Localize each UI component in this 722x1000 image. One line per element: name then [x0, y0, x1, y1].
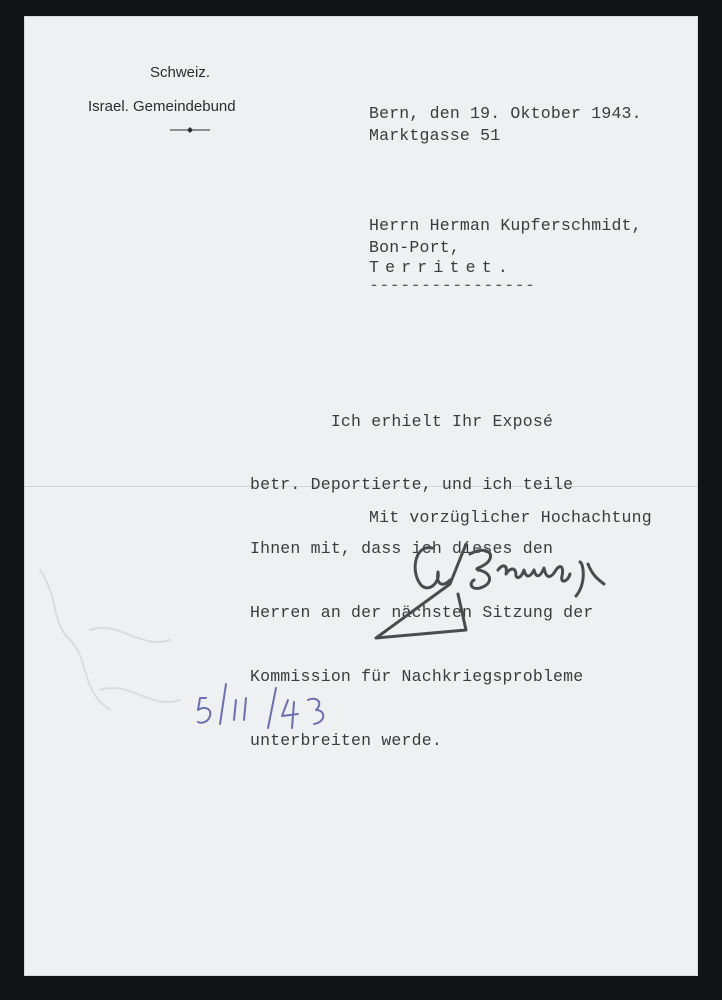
letterhead-ornament	[170, 126, 210, 134]
letterhead-country: Schweiz.	[150, 64, 211, 81]
sender-street: Marktgasse 51	[369, 126, 501, 145]
body-line: Ich erhielt Ihr Exposé	[250, 411, 554, 431]
body-line: Kommission für Nachkriegsprobleme	[250, 667, 584, 687]
body-line: unterbreiten werde.	[250, 731, 442, 751]
faint-ink-bleed	[30, 560, 200, 750]
recipient-street: Bon-Port,	[369, 238, 460, 257]
closing-phrase: Mit vorzüglicher Hochachtung	[369, 508, 652, 527]
handwritten-date-annotation	[192, 678, 342, 738]
body-line: Herren an der nächsten Sitzung der	[250, 603, 594, 623]
body-line: betr. Deportierte, und ich teile	[250, 475, 574, 495]
recipient-underline: ----------------	[369, 276, 536, 295]
handwritten-signature	[370, 534, 640, 649]
letter-date: Bern, den 19. Oktober 1943.	[369, 104, 642, 123]
body-line: Ihnen mit, dass ich dieses den	[250, 539, 554, 559]
recipient-city: Territet.	[369, 258, 514, 277]
letterhead-organization: Israel. Gemeindebund	[88, 98, 236, 115]
recipient-name: Herrn Herman Kupferschmidt,	[369, 216, 642, 235]
